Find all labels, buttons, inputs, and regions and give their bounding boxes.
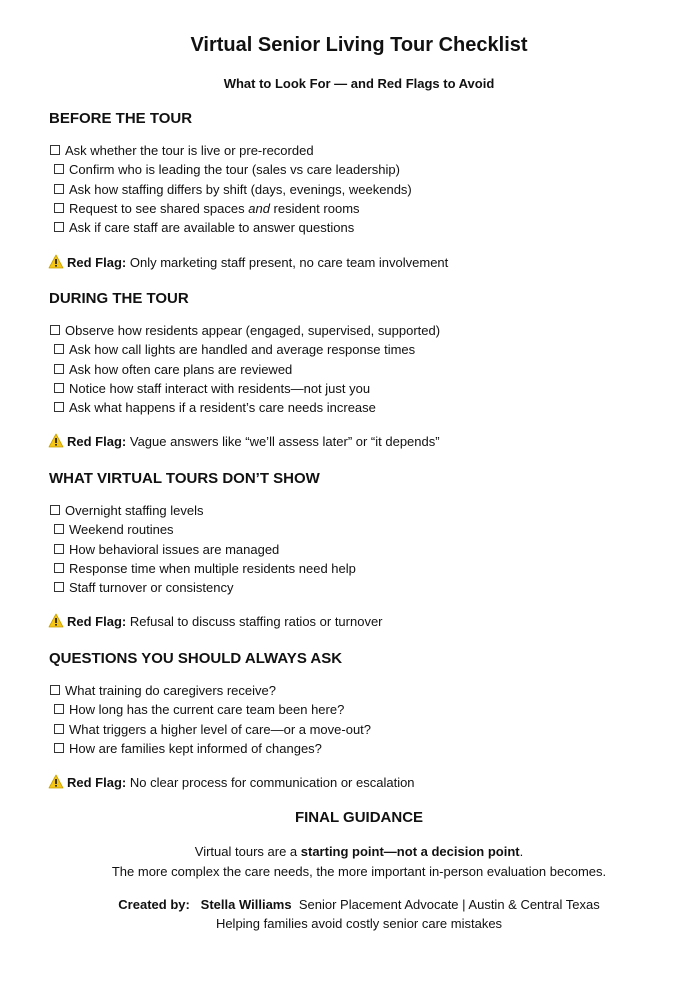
section-before-tour <box>49 109 669 237</box>
checkbox-icon[interactable] <box>54 222 64 232</box>
checkbox-icon[interactable] <box>54 724 64 734</box>
list-item[interactable]: Ask whether the tour is live or pre-recorded <box>49 141 669 160</box>
final-guidance-heading: FINAL GUIDANCE <box>294 809 424 826</box>
list-item[interactable]: How behavioral issues are managed <box>49 540 669 559</box>
checklist <box>49 141 669 237</box>
list-item[interactable]: How long has the current care team been here? <box>49 700 669 719</box>
page-subtitle: What to Look For — and Red Flags to Avoid <box>223 76 495 91</box>
section-heading: WHAT VIRTUAL TOURS DON’T SHOW <box>49 470 320 487</box>
list-item[interactable]: Ask what happens if a resident’s care needs increase <box>49 398 669 417</box>
list-item[interactable]: Observe how residents appear (engaged, supervised, supported) <box>49 321 669 340</box>
final-guidance-line-1: Virtual tours are a starting point—not a decision point. <box>194 844 524 859</box>
warning-icon <box>48 774 64 789</box>
author-name: Stella Williams <box>200 897 292 912</box>
final-guidance-line-2: The more complex the care needs, the more important in-person evaluation becomes. <box>111 864 607 879</box>
checkbox-icon[interactable] <box>54 524 64 534</box>
credit-line: Created by: Stella Williams Senior Placement Advocate | Austin & Central Texas <box>118 897 600 912</box>
checkbox-icon[interactable] <box>54 563 64 573</box>
list-item[interactable]: Ask how call lights are handled and average response times <box>49 340 669 359</box>
list-item[interactable]: Ask how staffing differs by shift (days, evenings, weekends) <box>49 180 669 199</box>
section-heading: DURING THE TOUR <box>49 290 189 307</box>
section-questions-to-ask <box>49 649 669 758</box>
checkbox-icon[interactable] <box>54 184 64 194</box>
checkbox-icon[interactable] <box>54 164 64 174</box>
red-flag-note: Red Flag: No clear process for communication or escalation <box>48 774 415 792</box>
warning-icon <box>48 254 64 269</box>
checkbox-icon[interactable] <box>54 582 64 592</box>
list-item[interactable]: What triggers a higher level of care—or a move-out? <box>49 720 669 739</box>
checkbox-icon[interactable] <box>54 344 64 354</box>
checkbox-icon[interactable] <box>50 685 60 695</box>
checklist <box>49 321 669 417</box>
checkbox-icon[interactable] <box>50 505 60 515</box>
red-flag-note: Red Flag: Only marketing staff present, no care team involvement <box>48 254 448 272</box>
list-item[interactable]: Confirm who is leading the tour (sales vs care leadership) <box>49 160 669 179</box>
list-item[interactable]: Ask if care staff are available to answer questions <box>49 218 669 237</box>
checklist <box>49 681 669 758</box>
list-item[interactable]: Ask how often care plans are reviewed <box>49 360 669 379</box>
list-item[interactable]: Overnight staffing levels <box>49 501 669 520</box>
checkbox-icon[interactable] <box>50 325 60 335</box>
checkbox-icon[interactable] <box>54 203 64 213</box>
checkbox-icon[interactable] <box>54 402 64 412</box>
section-during-tour <box>49 289 669 417</box>
warning-icon <box>48 433 64 448</box>
list-item[interactable]: Notice how staff interact with residents—not just you <box>49 379 669 398</box>
red-flag-note: Red Flag: Refusal to discuss staffing ratios or turnover <box>48 613 383 631</box>
red-flag-note: Red Flag: Vague answers like “we’ll assess later” or “it depends” <box>48 433 440 451</box>
list-item[interactable]: Weekend routines <box>49 520 669 539</box>
checkbox-icon[interactable] <box>54 704 64 714</box>
checkbox-icon[interactable] <box>54 743 64 753</box>
list-item[interactable]: How are families kept informed of changes? <box>49 739 669 758</box>
page-title: Virtual Senior Living Tour Checklist <box>190 34 528 56</box>
checklist <box>49 501 669 597</box>
warning-icon <box>48 613 64 628</box>
checkbox-icon[interactable] <box>54 364 64 374</box>
checkbox-icon[interactable] <box>54 544 64 554</box>
list-item[interactable]: Staff turnover or consistency <box>49 578 669 597</box>
checkbox-icon[interactable] <box>50 145 60 155</box>
list-item[interactable]: Response time when multiple residents need help <box>49 559 669 578</box>
credit-tagline: Helping families avoid costly senior care mistakes <box>215 916 503 931</box>
checkbox-icon[interactable] <box>54 383 64 393</box>
list-item[interactable]: Request to see shared spaces and resident rooms <box>49 199 669 218</box>
section-heading: BEFORE THE TOUR <box>49 110 193 127</box>
section-virtual-tours-dont-show <box>49 469 669 597</box>
section-heading: QUESTIONS YOU SHOULD ALWAYS ASK <box>49 650 343 667</box>
author-role: Senior Placement Advocate | Austin & Central Texas <box>298 897 600 912</box>
list-item[interactable]: What training do caregivers receive? <box>49 681 669 700</box>
